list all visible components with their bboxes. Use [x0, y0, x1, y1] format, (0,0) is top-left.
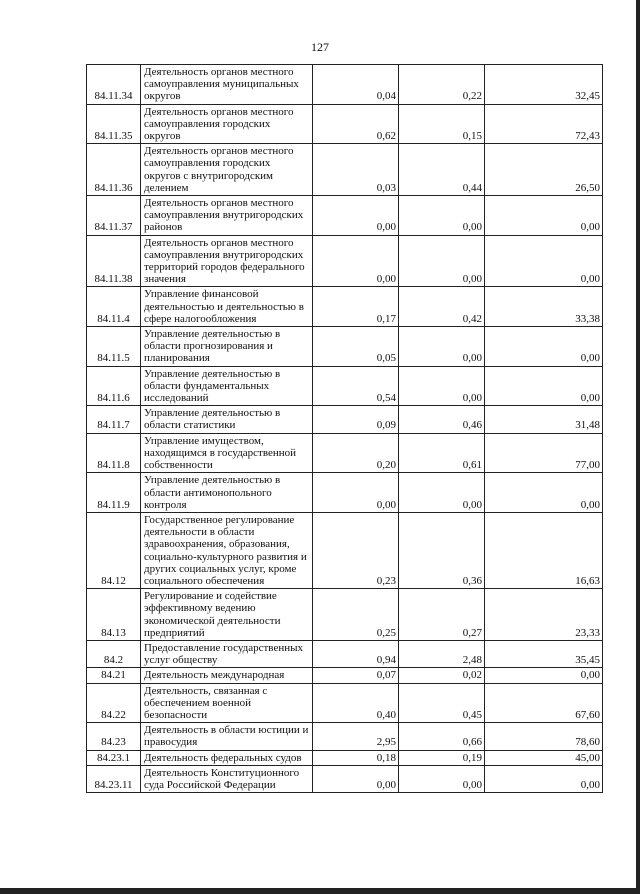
cell-value-3: 0,00	[485, 668, 603, 683]
cell-activity-name: Деятельность Конституционного суда Российской Федерации	[141, 765, 313, 792]
cell-code: 84.23	[87, 723, 141, 750]
cell-value-2: 0,36	[399, 512, 485, 588]
cell-value-1: 0,04	[313, 65, 399, 105]
cell-activity-name: Управление имуществом, находящимся в государственной собственности	[141, 433, 313, 473]
table-row	[87, 65, 603, 105]
cell-value-3: 0,00	[485, 235, 603, 287]
cell-value-1: 0,00	[313, 765, 399, 792]
cell-code: 84.21	[87, 668, 141, 683]
cell-value-2: 0,19	[399, 750, 485, 765]
cell-value-3: 67,60	[485, 683, 603, 723]
table-row	[87, 406, 603, 433]
cell-code: 84.11.36	[87, 144, 141, 196]
cell-activity-name: Деятельность, связанная с обеспечением военной безопасности	[141, 683, 313, 723]
cell-value-2: 0,02	[399, 668, 485, 683]
table-row	[87, 668, 603, 683]
table-row	[87, 640, 603, 667]
cell-value-1: 0,20	[313, 433, 399, 473]
cell-value-3: 72,43	[485, 104, 603, 144]
cell-code: 84.11.37	[87, 196, 141, 236]
table-row	[87, 104, 603, 144]
cell-activity-name: Предоставление государственных услуг обществу	[141, 640, 313, 667]
table-row	[87, 750, 603, 765]
cell-code: 84.23.11	[87, 765, 141, 792]
cell-value-1: 0,00	[313, 196, 399, 236]
cell-value-3: 33,38	[485, 287, 603, 327]
cell-value-3: 45,00	[485, 750, 603, 765]
cell-value-2: 0,00	[399, 235, 485, 287]
cell-value-2: 0,15	[399, 104, 485, 144]
cell-code: 84.11.4	[87, 287, 141, 327]
cell-value-1: 0,00	[313, 235, 399, 287]
table-row	[87, 723, 603, 750]
cell-value-1: 0,40	[313, 683, 399, 723]
cell-activity-name: Управление финансовой деятельностью и деятельностью в сфере налогообложения	[141, 287, 313, 327]
cell-value-3: 26,50	[485, 144, 603, 196]
cell-value-2: 0,22	[399, 65, 485, 105]
table-row	[87, 144, 603, 196]
cell-value-1: 0,17	[313, 287, 399, 327]
cell-value-3: 0,00	[485, 366, 603, 406]
cell-code: 84.11.35	[87, 104, 141, 144]
cell-code: 84.11.38	[87, 235, 141, 287]
cell-value-1: 0,23	[313, 512, 399, 588]
cell-activity-name: Управление деятельностью в области фундаментальных исследований	[141, 366, 313, 406]
cell-code: 84.11.6	[87, 366, 141, 406]
cell-value-3: 77,00	[485, 433, 603, 473]
cell-value-2: 0,00	[399, 196, 485, 236]
cell-value-2: 0,00	[399, 366, 485, 406]
cell-value-2: 0,42	[399, 287, 485, 327]
table-row	[87, 196, 603, 236]
cell-value-2: 0,00	[399, 473, 485, 513]
cell-value-3: 78,60	[485, 723, 603, 750]
cell-value-1: 0,62	[313, 104, 399, 144]
cell-code: 84.11.5	[87, 327, 141, 367]
table-row	[87, 433, 603, 473]
cell-activity-name: Деятельность органов местного самоуправления внутригородских территорий городов федерального значения	[141, 235, 313, 287]
cell-value-1: 0,00	[313, 473, 399, 513]
scan-edge-right	[636, 0, 640, 894]
activity-table	[86, 64, 603, 793]
cell-code: 84.13	[87, 589, 141, 641]
cell-activity-name: Деятельность органов местного самоуправления муниципальных округов	[141, 65, 313, 105]
cell-code: 84.11.9	[87, 473, 141, 513]
cell-activity-name: Управление деятельностью в области статистики	[141, 406, 313, 433]
cell-value-1: 0,18	[313, 750, 399, 765]
cell-value-2: 0,00	[399, 327, 485, 367]
cell-activity-name: Деятельность органов местного самоуправления внутригородских районов	[141, 196, 313, 236]
cell-activity-name: Регулирование и содействие эффективному ведению экономической деятельности предприятий	[141, 589, 313, 641]
table-row	[87, 473, 603, 513]
cell-code: 84.22	[87, 683, 141, 723]
table-row	[87, 589, 603, 641]
cell-value-3: 0,00	[485, 765, 603, 792]
cell-activity-name: Управление деятельностью в области антимонопольного контроля	[141, 473, 313, 513]
cell-value-2: 0,61	[399, 433, 485, 473]
table-row	[87, 327, 603, 367]
cell-code: 84.23.1	[87, 750, 141, 765]
cell-code: 84.2	[87, 640, 141, 667]
cell-value-3: 0,00	[485, 196, 603, 236]
cell-value-1: 0,05	[313, 327, 399, 367]
cell-activity-name: Деятельность в области юстиции и правосудия	[141, 723, 313, 750]
cell-value-1: 0,25	[313, 589, 399, 641]
cell-code: 84.11.7	[87, 406, 141, 433]
cell-value-3: 0,00	[485, 327, 603, 367]
cell-value-2: 2,48	[399, 640, 485, 667]
table-row	[87, 683, 603, 723]
cell-code: 84.12	[87, 512, 141, 588]
cell-value-1: 0,03	[313, 144, 399, 196]
cell-code: 84.11.34	[87, 65, 141, 105]
cell-value-1: 0,09	[313, 406, 399, 433]
cell-activity-name: Деятельность органов местного самоуправления городских округов	[141, 104, 313, 144]
cell-value-1: 0,54	[313, 366, 399, 406]
table-row	[87, 765, 603, 792]
cell-value-3: 31,48	[485, 406, 603, 433]
cell-value-3: 35,45	[485, 640, 603, 667]
cell-value-2: 0,44	[399, 144, 485, 196]
cell-value-1: 0,94	[313, 640, 399, 667]
cell-activity-name: Государственное регулирование деятельности в области здравоохранения, образования, социально-культурного развития и других социальных услуг, кроме социального обеспечения	[141, 512, 313, 588]
cell-value-2: 0,46	[399, 406, 485, 433]
scan-edge-bottom	[0, 888, 640, 894]
cell-value-2: 0,66	[399, 723, 485, 750]
cell-activity-name: Управление деятельностью в области прогнозирования и планирования	[141, 327, 313, 367]
table-row	[87, 366, 603, 406]
cell-activity-name: Деятельность органов местного самоуправления городских округов с внутригородским делением	[141, 144, 313, 196]
cell-value-2: 0,00	[399, 765, 485, 792]
cell-activity-name: Деятельность международная	[141, 668, 313, 683]
cell-code: 84.11.8	[87, 433, 141, 473]
cell-value-3: 0,00	[485, 473, 603, 513]
table-row	[87, 287, 603, 327]
table-row	[87, 235, 603, 287]
cell-value-3: 16,63	[485, 512, 603, 588]
cell-value-2: 0,27	[399, 589, 485, 641]
cell-value-2: 0,45	[399, 683, 485, 723]
cell-value-1: 2,95	[313, 723, 399, 750]
cell-value-3: 32,45	[485, 65, 603, 105]
cell-activity-name: Деятельность федеральных судов	[141, 750, 313, 765]
cell-value-3: 23,33	[485, 589, 603, 641]
table-row	[87, 512, 603, 588]
page-number: 127	[311, 40, 329, 54]
cell-value-1: 0,07	[313, 668, 399, 683]
